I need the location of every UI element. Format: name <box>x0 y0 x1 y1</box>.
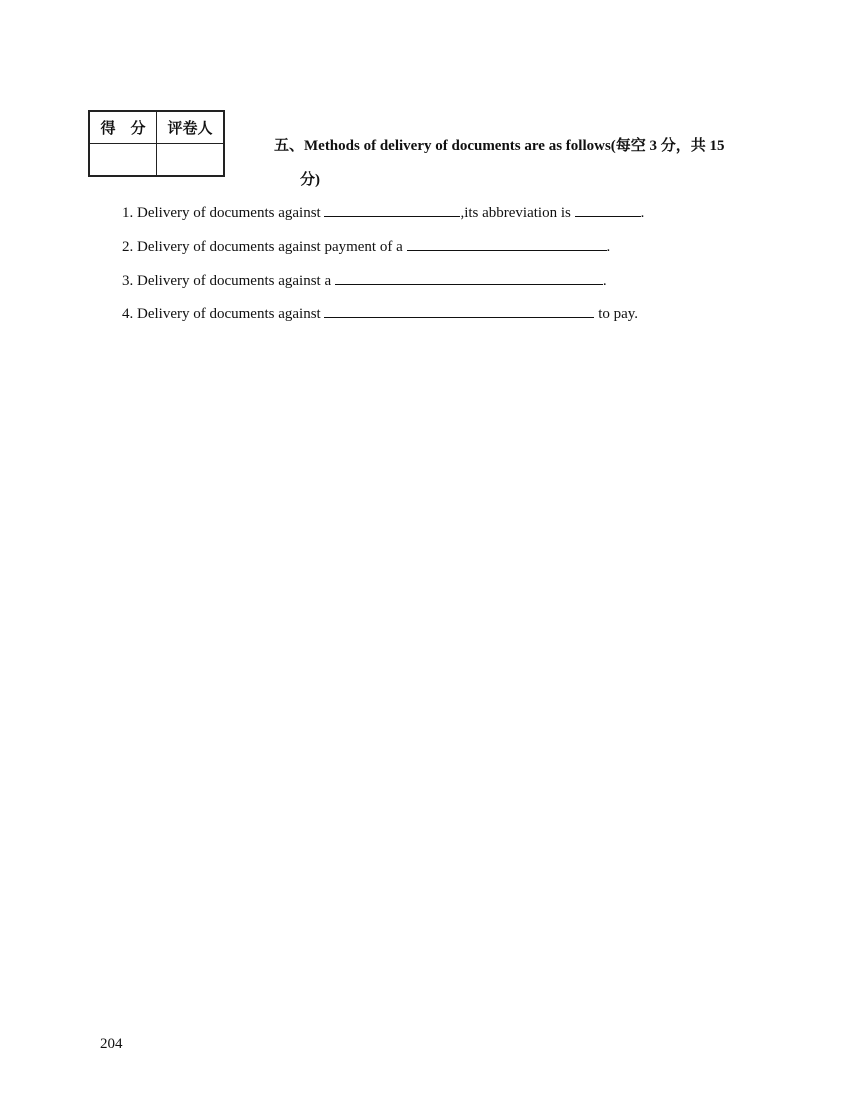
answer-blank-4[interactable] <box>324 303 594 318</box>
page-number: 204 <box>100 1036 123 1052</box>
score-label: 得 分 <box>89 111 157 144</box>
answer-blank-1a[interactable] <box>324 202 460 217</box>
answer-blank-3[interactable] <box>335 270 603 285</box>
grader-label: 评卷人 <box>157 111 225 144</box>
question-3-text: 3. Delivery of documents against a <box>122 273 335 289</box>
question-2-end: . <box>606 239 611 255</box>
section-heading-continuation: 分) <box>300 172 320 188</box>
question-1-middle: ,its abbreviation is <box>460 205 575 221</box>
question-2 <box>122 236 610 256</box>
question-4 <box>122 303 638 323</box>
question-3-end: . <box>602 273 607 289</box>
answer-blank-1b[interactable] <box>575 202 641 217</box>
question-4-text: 4. Delivery of documents against <box>122 306 325 322</box>
score-field[interactable] <box>89 144 157 177</box>
question-4-end: to pay. <box>594 306 639 322</box>
answer-blank-2[interactable] <box>407 236 607 251</box>
section-heading: 五、Methods of delivery of documents are as follows(每空 3 分，共 15 <box>274 138 725 154</box>
score-table <box>88 110 225 177</box>
question-1-text: 1. Delivery of documents against <box>122 205 325 221</box>
question-1-end: . <box>640 205 645 221</box>
question-2-text: 2. Delivery of documents against payment of a <box>122 239 407 255</box>
grader-field[interactable] <box>157 144 225 177</box>
question-1 <box>122 202 644 222</box>
question-3 <box>122 270 607 290</box>
